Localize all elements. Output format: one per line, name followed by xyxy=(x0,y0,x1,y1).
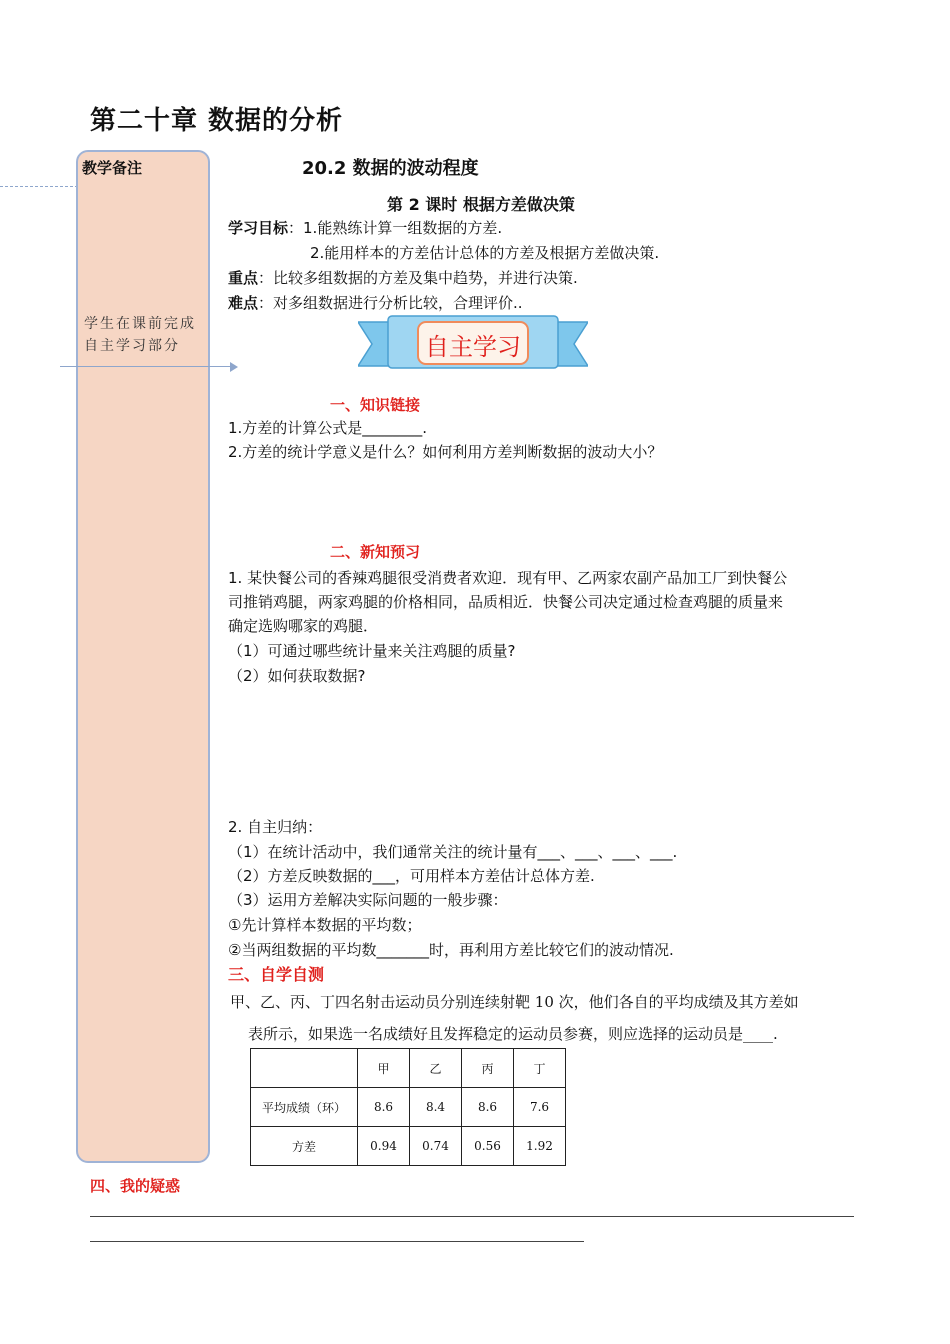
summary-5: ②当两组数据的平均数_______时，再利用方差比较它们的波动情况. xyxy=(228,941,674,959)
part4-title: 四、我的疑惑 xyxy=(90,1177,181,1195)
part3-title: 三、自学自测 xyxy=(228,965,325,984)
key-point xyxy=(228,266,578,290)
objectives-label: 学习目标 xyxy=(228,219,289,237)
teaching-notes-sidebar xyxy=(76,150,210,1163)
summary-4: ①先计算样本数据的平均数； xyxy=(228,916,422,934)
key-text: ：比较多组数据的方差及集中趋势，并进行决策. xyxy=(258,269,578,287)
part3-line2: 表所示，如果选一名成绩好且发挥稳定的运动员参赛，则应选择的运动员是____. xyxy=(248,1025,778,1043)
lesson-title: 第 2 课时 根据方差做决策 xyxy=(387,195,575,214)
difficult-text: ：对多组数据进行分析比较，合理评价.. xyxy=(258,294,523,312)
part1-q2: 2.方差的统计学意义是什么？如何利用方差判断数据的波动大小？ xyxy=(228,443,663,461)
part2-title: 二、新知预习 xyxy=(330,543,421,561)
chapter-title: 第二十章 数据的分析 xyxy=(90,106,344,136)
table-cell: 7.6 xyxy=(514,1088,566,1127)
table-header-cell: 乙 xyxy=(410,1049,462,1088)
self-study-banner xyxy=(358,314,588,374)
table-cell: 1.92 xyxy=(514,1127,566,1166)
summary-3: （3）运用方差解决实际问题的一般步骤： xyxy=(228,891,508,909)
table-cell: 0.56 xyxy=(462,1127,514,1166)
answer-line xyxy=(90,1241,584,1242)
table-cell: 0.94 xyxy=(358,1127,410,1166)
part2-p1-line3: 确定选购哪家的鸡腿． xyxy=(228,617,379,635)
part2-q1: （1）可通过哪些统计量来关注鸡腿的质量? xyxy=(228,642,516,660)
part3-line1: 甲、乙、丙、丁四名射击运动员分别连续射靶 10 次，他们各自的平均成绩及其方差如 xyxy=(230,993,799,1011)
objectives-line-1 xyxy=(228,216,502,240)
summary-1: （1）在统计活动中，我们通常关注的统计量有___、___、___、___. xyxy=(228,843,678,861)
summary-title: 2. 自主归纳： xyxy=(228,818,323,836)
part2-p1-line1: 1. 某快餐公司的香辣鸡腿很受消费者欢迎．现有甲、乙两家农副产品加工厂到快餐公 xyxy=(228,569,788,587)
sidebar-note: 学生在课前完成自主学习部分 xyxy=(84,316,196,354)
table-header-cell: 甲 xyxy=(358,1049,410,1088)
table-header-row xyxy=(251,1049,566,1088)
answer-line xyxy=(90,1216,854,1217)
table-header-cell xyxy=(251,1049,358,1088)
objective-2: 2.能用样本的方差估计总体的方差及根据方差做决策. xyxy=(310,244,660,262)
score-table xyxy=(250,1048,566,1166)
banner-text: 自主学习 xyxy=(425,333,521,361)
objective-1: ：1.能熟练计算一组数据的方差. xyxy=(288,219,503,237)
difficult-label: 难点 xyxy=(228,294,259,312)
table-cell: 8.6 xyxy=(358,1088,410,1127)
part2-p1-line2: 司推销鸡腿，两家鸡腿的价格相同，品质相近．快餐公司决定通过检查鸡腿的质量来 xyxy=(228,593,784,611)
sidebar-title: 教学备注 xyxy=(82,159,143,177)
table-cell: 8.6 xyxy=(462,1088,514,1127)
difficult-point xyxy=(228,291,523,315)
table-header-cell: 丙 xyxy=(462,1049,514,1088)
table-row xyxy=(251,1088,566,1127)
table-cell: 平均成绩（环） xyxy=(251,1088,358,1127)
table-cell: 方差 xyxy=(251,1127,358,1166)
part1-q1: 1.方差的计算公式是________. xyxy=(228,419,428,437)
table-row xyxy=(251,1127,566,1166)
table-cell: 0.74 xyxy=(410,1127,462,1166)
part1-title: 一、知识链接 xyxy=(330,396,421,414)
summary-2: （2）方差反映数据的___，可用样本方差估计总体方差. xyxy=(228,867,595,885)
key-label: 重点 xyxy=(228,269,259,287)
connector-dotted-line xyxy=(0,186,78,187)
arrow-right-icon xyxy=(230,362,238,372)
table-cell: 8.4 xyxy=(410,1088,462,1127)
connector-arrow-line xyxy=(60,366,230,367)
table-header-cell: 丁 xyxy=(514,1049,566,1088)
part2-q2: （2）如何获取数据? xyxy=(228,667,366,685)
section-title: 20.2 数据的波动程度 xyxy=(302,158,479,179)
